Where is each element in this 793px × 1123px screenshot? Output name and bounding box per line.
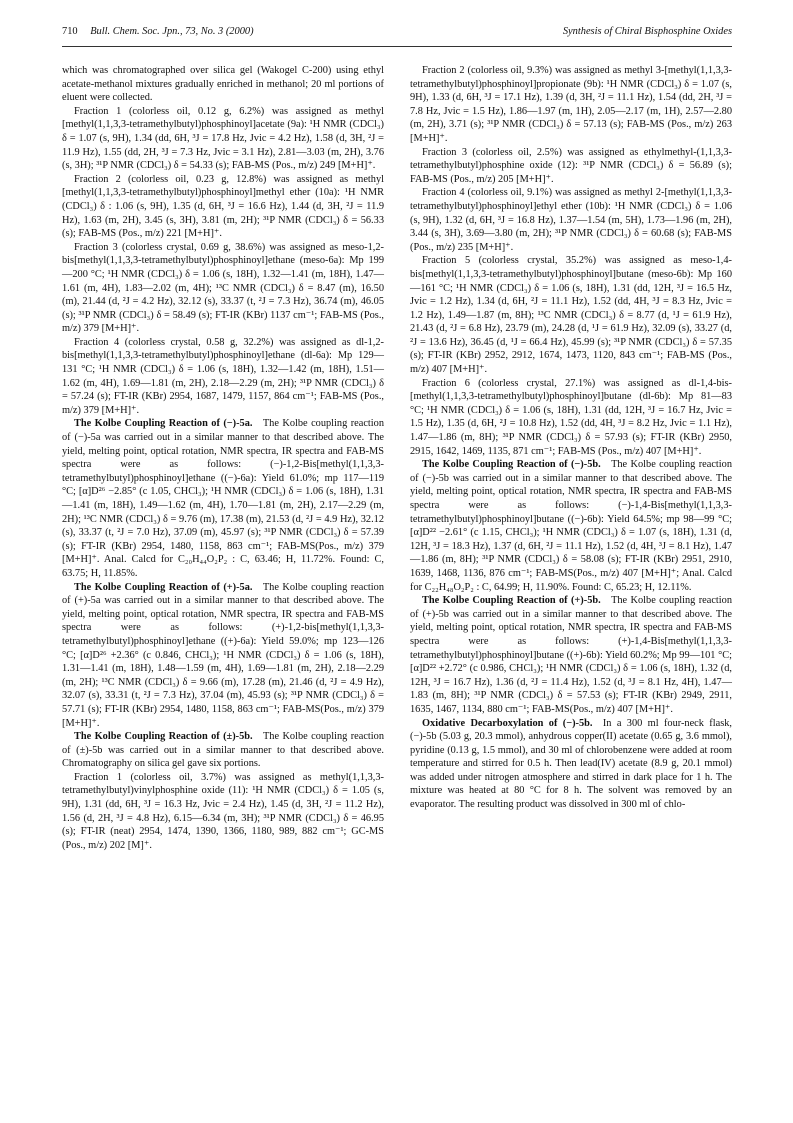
right-column bbox=[410, 64, 732, 812]
section-heading: Oxidative Decarboxylation of (−)-5b. bbox=[422, 717, 593, 729]
paragraph-text: which was chromatographed over silica gel (Wakogel C-200) using ethyl acetate-methanol mixtures gradually enriched in methanol; 20 ml portions of eluent were collected. bbox=[62, 65, 384, 104]
paragraph bbox=[410, 254, 732, 376]
page-number: 710 bbox=[62, 26, 78, 37]
paragraph-text: The Kolbe coupling reaction of (±)-5b was carried out in a similar manner to that described above. Chromatography on silica gel gave six portions. bbox=[62, 731, 385, 770]
paragraph bbox=[410, 458, 732, 594]
paragraph-text: Fraction 3 (colorless oil, 2.5%) was assigned as ethylmethyl-(1,1,3,3-tetramethylbutyl)phosphine oxide (12): ³¹P NMR (CDCl₃) δ = 56.89 (s); FAB-MS (Pos., m/z) 205 [M+H]⁺. bbox=[410, 146, 732, 185]
left-column bbox=[62, 64, 384, 852]
paragraph bbox=[410, 186, 732, 254]
paragraph-text: Fraction 2 (colorless oil, 0.23 g, 12.8%) was assigned as methyl [methyl(1,1,3,3-tetramethylbutyl)phosphinoyl]methyl ether (10a): ¹H NMR (CDCl₃) δ : 1.06 (s, 9H), 1.35 (d, 6H, ³J = 16.6 Hz), 1.44 (d, 3H, ²J = 11.9 Hz), 1.63 (m, 2H), 3.45 (s, 3H), 3.81 (m, 2H); ³¹P NMR (CDCl₃) δ = 56.33 (s); FAB-MS (Pos., m/z) 221 [M+H]⁺. bbox=[62, 173, 384, 240]
paragraph-text: Fraction 6 (colorless crystal, 27.1%) was assigned as dl-1,4-bis-[methyl(1,1,3,3-tetramethylbutyl)phosphinoyl]butane (dl-6b): Mp 81—83 °C; ¹H NMR (CDCl₃) δ = 1.06 (s, 18H), 1.31 (dd, 12H, ³J = 16.7 Hz, Jvic = 1.5 Hz), 1.35 (d, 6H, ²J = 10.8 Hz), 1.52 (dd, 4H, ³J = 8.2 Hz, Jvic = 1.1 Hz), 1.47—1.86 (m, 8H); ³¹P NMR (CDCl₃) δ = 57.93 (s); FT-IR (KBr) 2950, 2915, 1642, 1469, 1135, 871 cm⁻¹; FAB-MS (Pos., m/z) 407 [M+H]⁺. bbox=[410, 377, 732, 457]
paragraph bbox=[410, 146, 732, 187]
paragraph bbox=[62, 105, 384, 173]
paragraph-text: In a 300 ml four-neck flask, (−)-5b (5.03 g, 20.3 mmol), anhydrous copper(II) acetate (0.65 g, 3.6 mmol), pyridine (0.13 g, 1.5 mmol), and 30 ml of chlorobenzene were added at room temperature and stirred for 0.5 h. Then lead(IV) acetate (8.9 g, 20.1 mmol) was added under nitrogen atmosphere and stirred in dark place for 1 h. The mixture was heated at 80 °C for 8 h. The solvent was removed by an evaporator. The resulting product was dissolved in 300 ml of chlo- bbox=[410, 717, 732, 811]
paragraph bbox=[62, 241, 384, 336]
paragraph bbox=[62, 336, 384, 418]
section-heading: The Kolbe Coupling Reaction of (−)-5b. bbox=[422, 459, 601, 471]
paragraph bbox=[410, 64, 732, 146]
header-rule bbox=[62, 46, 732, 47]
section-heading: The Kolbe Coupling Reaction of (±)-5b. bbox=[74, 731, 253, 743]
paragraph-text: Fraction 1 (colorless oil, 3.7%) was assigned as methyl(1,1,3,3-tetramethylbutyl)vinylphosphine oxide (11): ¹H NMR (CDCl₃) δ = 1.05 (s, 9H), 1.31 (dd, 6H, ³J = 16.3 Hz, Jvic = 2.4 Hz), 1.45 (d, 3H, ²J = 11.2 Hz), 1.56 (d, 2H, ³J = 4.8 Hz), 6.15—6.34 (m, 3H); ³¹P NMR (CDCl₃) δ = 46.95 (s); FT-IR (neat) 2954, 1474, 1390, 1366, 1180, 989, 882 cm⁻¹; GC-MS (Pos., m/z) 202 [M]⁺. bbox=[62, 771, 384, 851]
paragraph-text: The Kolbe coupling reaction of (−)-5a was carried out in a similar manner to that described above. The yield, melting point, optical rotation, NMR spectra, IR spectra and FAB-MS spectra were as follows: (−)-1,2-Bis[methyl(1,1,3,3-tetramethylbutyl)phosphinoyl]ethane ((−)-6a): Yield 61.0%; mp 117—119 °C; [α]D²⁶ −2.85° (c 1.05, CHCl₃); ¹H NMR (CDCl₃) δ = 1.06 (s, 18H), 1.31—1.41 (m, 18H), 1.49—1.62 (m, 4H), 1.70—1.81 (m, 2H), 2.17—2.29 (m, 2H); ¹³C NMR (CDCl₃) δ = 9.76 (m), 17.38 (m), 21.53 (d, ²J = 4.9 Hz), 32.12 (s), 33.37 (t, ²J = 7.0 Hz), 37.09 (m), 45.97 (s); ³¹P NMR (CDCl₃) δ = 57.39 (s); FT-IR (KBr) 2954, 1480, 1158, 863 cm⁻¹; FAB-MS(Pos., m/z) 379 [M+H]⁺. Anal. Calcd for C₂₀H₄₄O₂P₂ : C, 63.46; H, 11.72%. Found: C, 63.75; H, 11.85%. bbox=[62, 418, 384, 579]
paragraph-text: Fraction 5 (colorless crystal, 35.2%) was assigned as meso-1,4-bis[methyl(1,1,3,3-tetramethylbutyl)phosphinoyl]butane (meso-6b): Mp 160—161 °C; ¹H NMR (CDCl₃) δ = 1.06 (s, 18H), 1.31 (dd, 12H, ³J = 16.5 Hz, Jvic = 1.2 Hz), 1.34 (d, 6H, ²J = 11.1 Hz), 1.52 (dd, 4H, ³J = 8.3 Hz, Jvic = 1.2 Hz), 1.49—1.87 (m, 8H); ¹³C NMR (CDCl₃) δ = 8.77 (d, ¹J = 61.9 Hz), 21.43 (d, ²J = 6.8 Hz), 23.79 (m), 24.28 (d, ¹J = 61.9 Hz), 32.09 (s), 33.27 (d, ²J = 13.6 Hz), 36.45 (d, ¹J = 66.4 Hz), 45.99 (s); ³¹P NMR (CDCl₃) δ = 57.35 (s); FT-IR (KBr) 2952, 2912, 1674, 1473, 1120, 843 cm⁻¹; FAB-MS (Pos., m/z) 407 [M+H]⁺. bbox=[410, 255, 732, 376]
paragraph bbox=[410, 717, 732, 812]
paragraph-text: The Kolbe coupling reaction of (+)-5a was carried out in a similar manner to that described above. The yield, melting point, optical rotation, NMR spectra, IR spectra and FAB-MS spectra were as follows: (+)-1,2-bis[methyl(1,1,3,3-tetramethylbutyl)phosphinoyl]ethane ((+)-6a): Yield 59.0%; mp 123—126 °C; [α]D²⁶ +2.36° (c 0.846, CHCl₃); ¹H NMR (CDCl₃) δ = 1.06 (s, 18H), 1.31—1.41 (m, 18H), 1.48—1.59 (m, 4H), 1.69—1.81 (m, 2H), 2.18—2.29 (m, 2H); ¹³C NMR (CDCl₃) δ = 9.66 (m), 17.28 (m), 21.46 (d, ²J = 4.9 Hz), 32.07 (s), 33.31 (t, ²J = 7.3 Hz), 37.04 (m), 45.93 (s); ³¹P NMR (CDCl₃) δ = 57.71 (s); FT-IR (KBr) 2954, 1480, 1158, 863 cm⁻¹; FAB-MS(Pos., m/z) 379 [M+H]⁺. bbox=[62, 581, 384, 729]
paragraph bbox=[62, 417, 384, 580]
paragraph bbox=[410, 377, 732, 459]
section-heading: The Kolbe Coupling Reaction of (+)-5b. bbox=[422, 595, 601, 607]
paragraph-text: Fraction 4 (colorless oil, 9.1%) was assigned as methyl 2-[methyl(1,1,3,3-tetramethylbutyl)phosphinoyl]ethyl ether (10b): ¹H NMR (CDCl₃) δ = 1.06 (s, 9H), 1.32 (d, 6H, ³J = 16.8 Hz), 1.37—1.54 (m, 5H), 1.73—1.96 (m, 2H), 3.44 (s, 3H), 3.69—3.80 (m, 2H); ³¹P NMR (CDCl₃) δ = 60.68 (s); FAB-MS (Pos., m/z) 235 [M+H]⁺. bbox=[410, 187, 732, 253]
paragraph bbox=[62, 64, 384, 105]
running-title: Synthesis of Chiral Bisphosphine Oxides bbox=[562, 26, 732, 37]
paragraph-text: The Kolbe coupling reaction of (+)-5b was carried out in a similar manner to that described above. The yield, melting point, optical rotation, NMR spectra, IR spectra and FAB-MS spectra were as follows: (+)-1,4-Bis[methyl(1,1,3,3-tetramethylbutyl)phosphinoyl]butane ((+)-6b): Yield 60.2%; Mp 99—101 °C; [α]D²² +2.72° (c 0.986, CHCl₃); ¹H NMR (CDCl₃) δ = 1.06 (s, 18H), 1.32 (d, 12H, ³J = 16.7 Hz), 1.36 (d, ²J = 11.4 Hz), 1.52 (d, ³J = 8.1 Hz, 4H), 1.47—1.83 (m, 8H); ³¹P NMR (CDCl₃) δ = 57.53 (s); FT-IR (KBr) 2949, 2911, 1635, 1467, 1134, 880 cm⁻¹; FAB-MS(Pos., m/z) 407 [M+H]⁺. bbox=[410, 595, 733, 715]
paragraph-text: The Kolbe coupling reaction of (−)-5b was carried out in a similar manner to that described above. The yield, melting point, optical rotation, NMR spectra, IR spectra and FAB-MS spectra were as follows: (−)-1,4-Bis[methyl(1,1,3,3-tetramethylbutyl)phosphinoyl]butane ((−)-6b): Yield 64.5%; mp 98—99 °C; [α]D²² −2.61° (c 1.15, CHCl₃); ¹H NMR (CDCl₃) δ = 1.07 (s, 18H), 1.31 (d, 12H, ³J = 18.3 Hz), 1.37 (d, 6H, ²J = 11.1 Hz), 1.52 (d, 4H, ³J = 8.1 Hz), 1.47—1.86 (m, 8H); ³¹P NMR (CDCl₃) δ = 58.08 (s); FT-IR (KBr) 2951, 2910, 1639, 1468, 1136, 876 cm⁻¹; FAB-MS(Pos., m/z) 407 [M+H]⁺; Anal. Calcd for C₂₂H₄₈O₂P₂ : C, 64.99; H, 11.90%. Found: C, 65.23; H, 12.11%. bbox=[410, 459, 733, 593]
paragraph bbox=[410, 594, 732, 716]
paragraph bbox=[62, 771, 384, 853]
paragraph-text: Fraction 4 (colorless crystal, 0.58 g, 32.2%) was assigned as dl-1,2-bis[methyl(1,1,3,3-tetramethylbutyl)phosphinoyl]ethane (dl-6a): Mp 129—131 °C; ¹H NMR (CDCl₃) δ = 1.06 (s, 18H), 1.32—1.42 (m, 18H), 1.51—1.62 (m, 4H), 1.69—1.81 (m, 2H), 2.18—2.29 (m, 2H); ³¹P NMR (CDCl₃) δ = 57.24 (s); FT-IR (KBr) 2954, 1687, 1479, 1157, 864 cm⁻¹; FAB-MS (Pos., m/z) 379 [M+H]⁺. bbox=[62, 336, 384, 416]
section-heading: The Kolbe Coupling Reaction of (−)-5a. bbox=[74, 418, 253, 430]
paragraph bbox=[62, 581, 384, 731]
journal-citation: Bull. Chem. Soc. Jpn., 73, No. 3 (2000) bbox=[90, 26, 254, 37]
running-header bbox=[62, 26, 732, 40]
section-heading: The Kolbe Coupling Reaction of (+)-5a. bbox=[74, 581, 253, 593]
paragraph-text: Fraction 2 (colorless oil, 9.3%) was assigned as methyl 3-[methyl(1,1,3,3-tetramethylbutyl)phosphinoyl]propionate (9b): ¹H NMR (CDCl₃) δ = 1.07 (s, 9H), 1.33 (d, 6H, ³J = 17.1 Hz), 1.39 (d, 3H, ²J = 11.1 Hz), 1.54 (dd, 2H, ³J = 7.8 Hz, Jvic = 1.5 Hz), 1.86—1.97 (m, 1H), 2.05—2.17 (m, 1H), 2.57—2.80 (m, 2H), 3.71 (s); ³¹P NMR (CDCl₃) δ = 57.13 (s); FAB-MS (Pos., m/z) 263 [M+H]⁺. bbox=[410, 65, 732, 144]
paragraph bbox=[62, 173, 384, 241]
paragraph-text: Fraction 3 (colorless crystal, 0.69 g, 38.6%) was assigned as meso-1,2-bis[methyl(1,1,3,3-tetramethylbutyl)phosphinoyl]ethane (meso-6a): Mp 199—200 °C; ¹H NMR (CDCl₃) δ = 1.06 (s, 18H), 1.32—1.41 (m, 18H), 1.47—1.61 (m, 4H), 1.83—2.02 (m, 4H); ¹³C NMR (CDCl₃) δ = 8.47 (m), 16.50 (m), 21.44 (d, ²J = 4.2 Hz), 32.12 (s), 33.37 (t, ²J = 7.3 Hz), 36.74 (m), 46.05 (s); ³¹P NMR (CDCl₃) δ = 58.49 (s); FT-IR (KBr) 1137 cm⁻¹; FAB-MS (Pos., m/z) 379 [M+H]⁺. bbox=[62, 241, 384, 335]
paragraph-text: Fraction 1 (colorless oil, 0.12 g, 6.2%) was assigned as methyl [methyl(1,1,3,3-tetramethylbutyl)phosphinoyl]acetate (9a): ¹H NMR (CDCl₃) δ = 1.07 (s, 9H), 1.34 (dd, 6H, ³J = 17.8 Hz, Jvic = 4.2 Hz), 1.58 (d, 3H, ²J = 11.9 Hz), 1.55 (dd, 2H, ³J = 7.3 Hz, Jvic = 3.1 Hz), 2.81—3.03 (m, 2H), 3.76 (s, 3H); ³¹P NMR (CDCl₃) δ = 54.33 (s); FAB-MS (Pos., m/z) 249 [M+H]⁺. bbox=[62, 105, 384, 172]
paragraph bbox=[62, 730, 384, 771]
